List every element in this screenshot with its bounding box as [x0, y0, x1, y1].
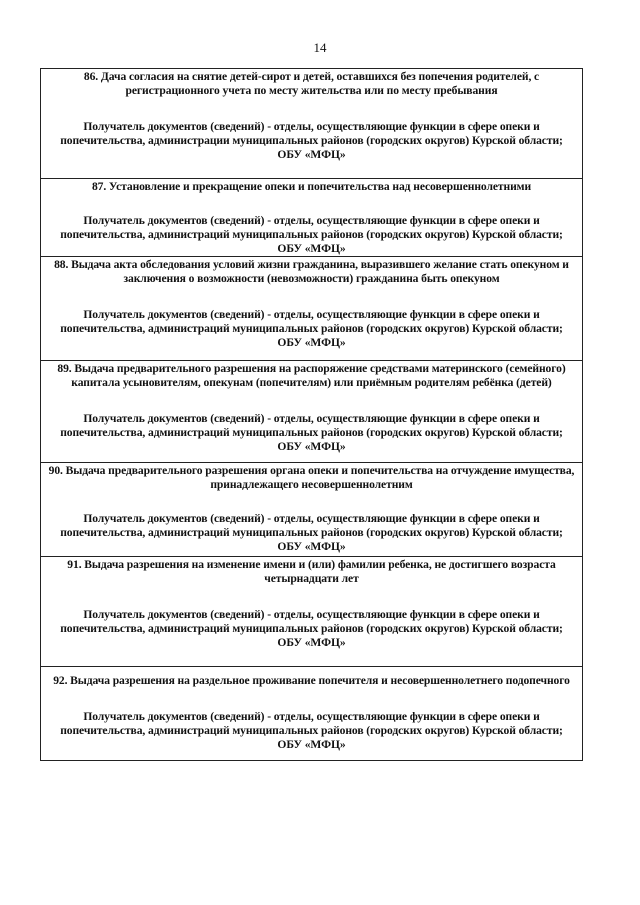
service-title: 90. Выдача предварительного разрешения органа опеки и попечительства на отчуждение имущества, принадлежащего несовершеннолетним [48, 464, 575, 491]
service-title: 89. Выдача предварительного разрешения на распоряжение средствами материнского (семейного) капитала усыновителям, опекунам (попечителям) или приёмным родителям ребёнка (детей) [57, 362, 566, 389]
service-title: 88. Выдача акта обследования условий жизни гражданина, выразившего желание стать опекуном и заключения о возможности (невозможности) гражданина быть опекуном [54, 258, 569, 285]
services-table [40, 68, 583, 761]
service-title: 92. Выдача разрешения на раздельное проживание попечителя и несовершеннолетнего подопечного [53, 674, 570, 687]
service-recipient: Получатель документов (сведений) - отделы, осуществляющие функции в сфере опеки и попечительства, администраций муниципальных районов (городских округов) Курской области; ОБУ «МФЦ» [60, 710, 563, 751]
table-row [41, 69, 582, 179]
table-row [41, 361, 582, 463]
service-recipient: Получатель документов (сведений) - отделы, осуществляющие функции в сфере опеки и попечительства, администраций муниципальных районов (городских округов) Курской области; ОБУ «МФЦ» [60, 512, 563, 553]
service-recipient: Получатель документов (сведений) - отделы, осуществляющие функции в сфере опеки и попечительства, администраций муниципальных районов (городских округов) Курской области; ОБУ «МФЦ» [60, 608, 563, 649]
table-row [41, 667, 582, 760]
table-row [41, 179, 582, 257]
page-number: 14 [313, 40, 327, 55]
table-row [41, 463, 582, 557]
table-row [41, 557, 582, 667]
table-row [41, 257, 582, 361]
service-title: 87. Установление и прекращение опеки и попечительства над несовершеннолетними [91, 180, 532, 193]
service-recipient: Получатель документов (сведений) - отделы, осуществляющие функции в сфере опеки и попечительства, администрации муниципальных районов (городских округов) Курской области; ОБУ «МФЦ» [60, 120, 563, 161]
service-recipient: Получатель документов (сведений) - отделы, осуществляющие функции в сфере опеки и попечительства, администраций муниципальных районов (городских округов) Курской области; ОБУ «МФЦ» [60, 308, 563, 349]
service-title: 91. Выдача разрешения на изменение имени и (или) фамилии ребенка, не достигшего возраста четырнадцати лет [67, 558, 556, 585]
service-title: 86. Дача согласия на снятие детей-сирот и детей, оставшихся без попечения родителей, с регистрационного учета по месту жительства или по месту пребывания [83, 70, 540, 97]
service-recipient: Получатель документов (сведений) - отделы, осуществляющие функции в сфере опеки и попечительства, администраций муниципальных районов (городских округов) Курской области; ОБУ «МФЦ» [60, 214, 563, 255]
service-recipient: Получатель документов (сведений) - отделы, осуществляющие функции в сфере опеки и попечительства, администраций муниципальных районов (городских округов) Курской области; ОБУ «МФЦ» [60, 412, 563, 453]
